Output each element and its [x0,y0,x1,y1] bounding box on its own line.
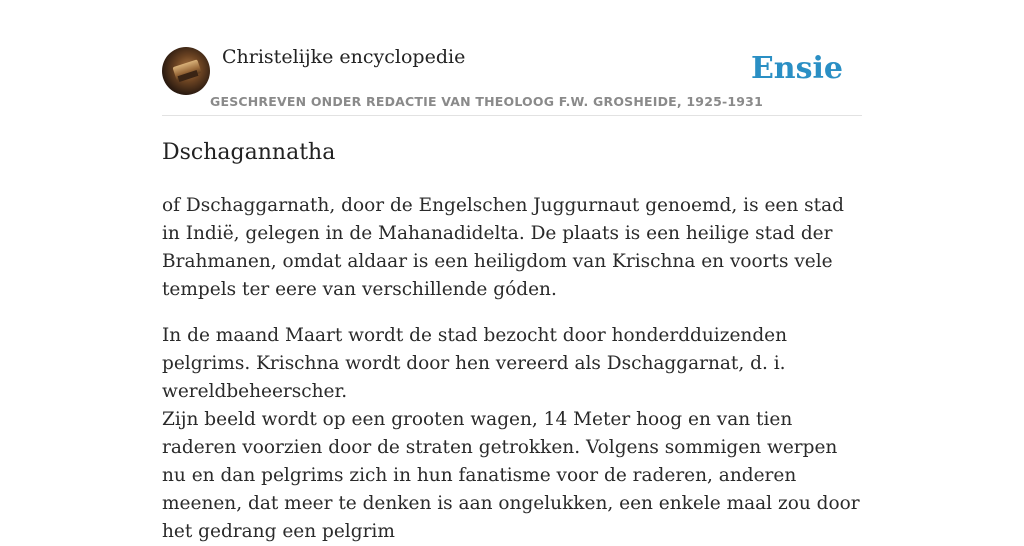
site-subtitle: GESCHREVEN ONDER REDACTIE VAN THEOLOOG F.W. GROSHEIDE, 1925-1931 [210,94,763,109]
header-divider [162,115,862,116]
site-title[interactable]: Christelijke encyclopedie [222,46,466,68]
brand-logo[interactable]: Ensie [750,51,843,86]
article-paragraph: In de maand Maart wordt de stad bezocht door honderdduizenden pelgrims. Krischna wordt door hen vereerd als Dschaggarnat, d. i. wereldbeheerscher. [162,325,788,402]
article-paragraph: of Dschaggarnath, door de Engelschen Juggurnaut genoemd, is een stad in Indië, gelegen in de Mahanadidelta. De plaats is een heilige stad der Brahmanen, omdat aldaar is een heiligdom van Krischna en voorts vele tempels ter eere van verschillende góden. [162,195,844,300]
site-header [162,46,862,116]
avatar-icon[interactable] [162,47,210,95]
article-paragraph: Zijn beeld wordt op een grooten wagen, 14 Meter hoog en van tien raderen voorzien door de straten getrokken. Volgens sommigen werpen nu en dan pelgrims zich in hun fanatisme voor de raderen, anderen meenen, dat meer te denken is aan ongelukken, een enkele maal zou door het gedrang een pelgrim [162,409,860,542]
article-title: Dschagannatha [162,140,336,165]
